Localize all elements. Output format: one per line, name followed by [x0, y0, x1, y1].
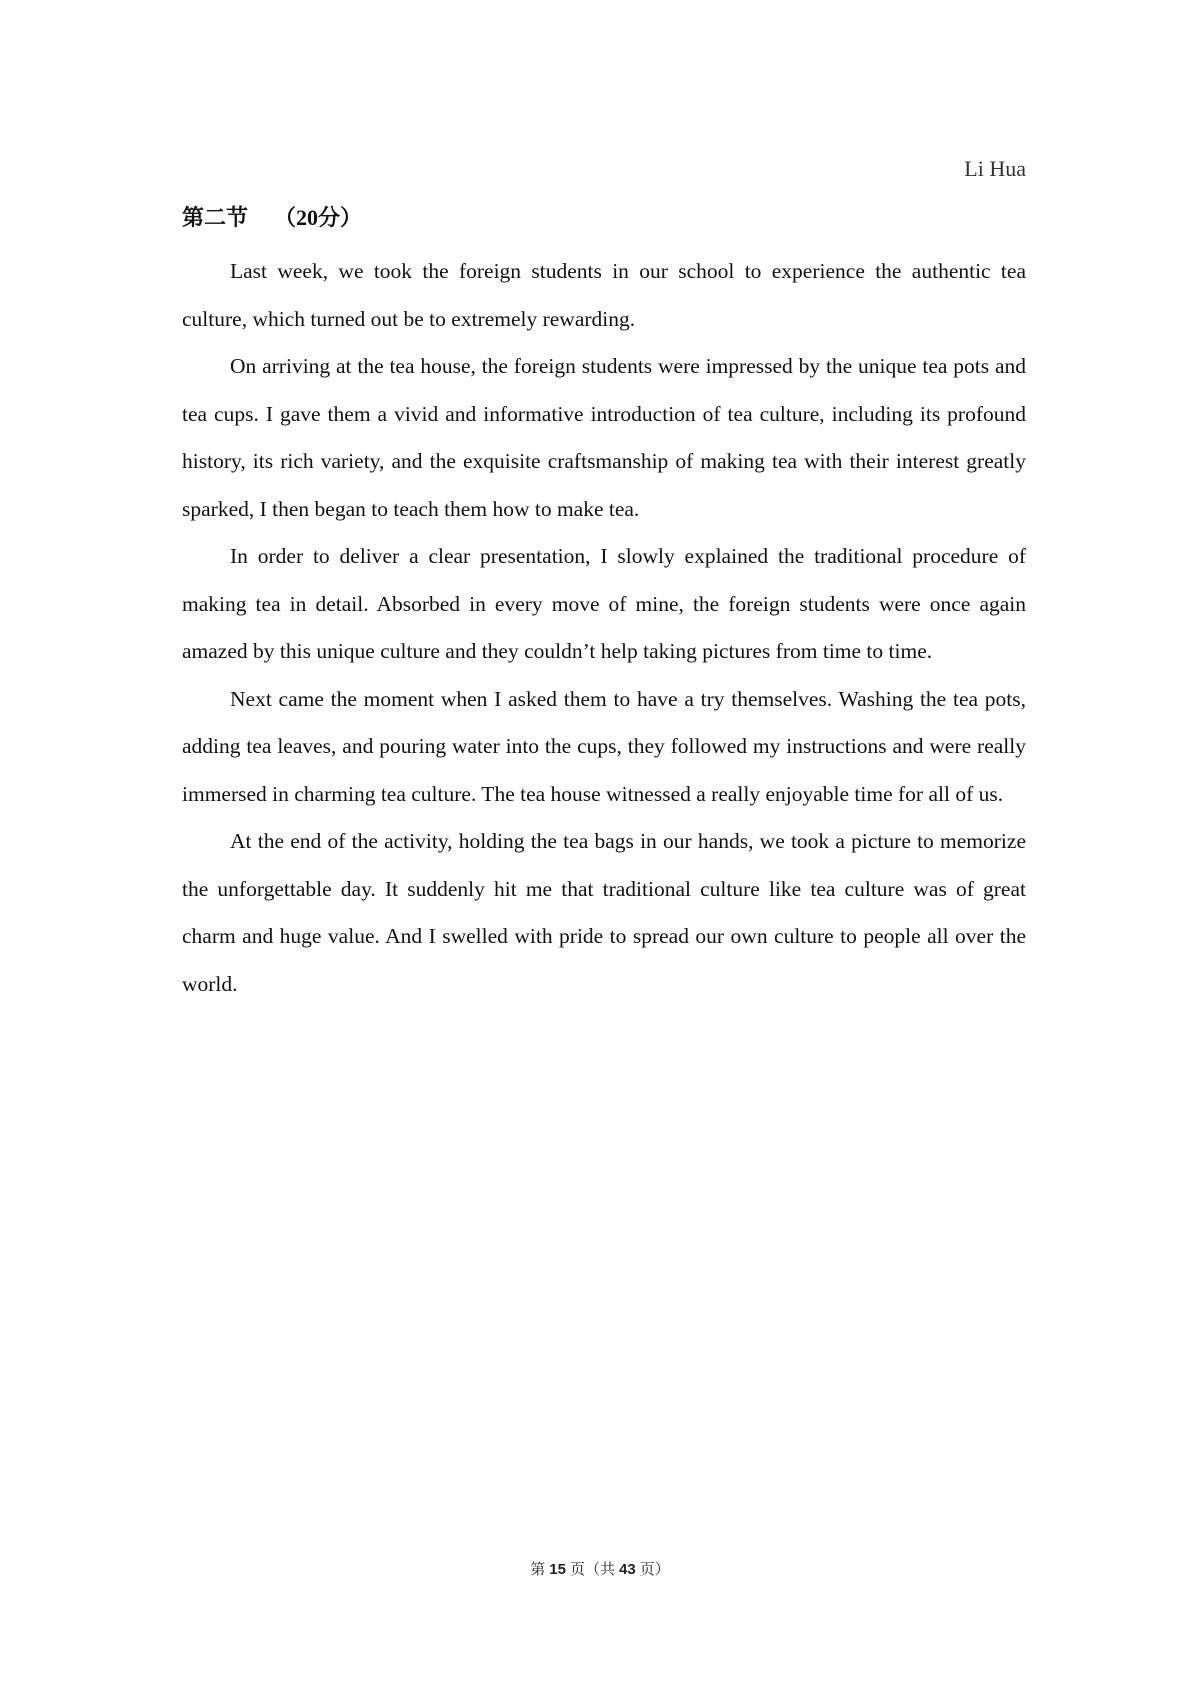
paragraph: Next came the moment when I asked them to have a try themselves. Washing the tea pots, adding tea leaves, and pouring water into the cups, they followed my instructions and were really immersed in charming tea culture. The tea house witnessed a really enjoyable time for all of us. — [182, 686, 1026, 806]
footer-total-pages: 43 — [619, 1561, 636, 1578]
page-footer — [0, 1559, 1200, 1581]
footer-page-number: 15 — [549, 1561, 566, 1578]
paragraph: At the end of the activity, holding the tea bags in our hands, we took a picture to memorize the unforgettable day. It suddenly hit me that traditional culture like tea culture was of great charm and huge value. And I swelled with pride to spread our own culture to people all over the world. — [182, 829, 1026, 996]
paragraph: Last week, we took the foreign students in our school to experience the authentic tea culture, which turned out be to extremely rewarding. — [182, 259, 1026, 331]
section-points: （20分） — [274, 205, 363, 230]
section-heading — [182, 203, 362, 233]
section-label: 第二节 — [182, 205, 249, 230]
footer-prefix: 第 — [530, 1562, 546, 1578]
footer-suffix: 页） — [639, 1562, 670, 1578]
signature: Li Hua — [964, 156, 1026, 181]
essay-body — [182, 248, 1026, 1008]
paragraph: In order to deliver a clear presentation, I slowly explained the traditional procedure of making tea in detail. Absorbed in every move of mine, the foreign students were once again amazed by this unique culture and they couldn’t help taking pictures from time to time. — [182, 544, 1026, 663]
footer-middle: 页（共 — [569, 1562, 615, 1578]
paragraph: On arriving at the tea house, the foreign students were impressed by the unique tea pots and tea cups. I gave them a vivid and informative introduction of tea culture, including its profound history, its rich variety, and the exquisite craftsmanship of making tea with their interest greatly sparked, I then began to teach them how to make tea. — [182, 354, 1026, 521]
